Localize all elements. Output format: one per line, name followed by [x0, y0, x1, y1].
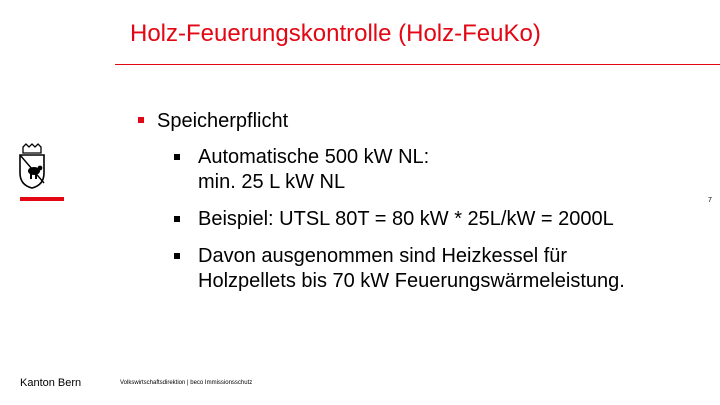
footer-department: Volkswirtschaftsdirektion | beco Immissionsschutz [120, 380, 253, 386]
page-number: 7 [708, 197, 712, 204]
bullet-text: Speicherpflicht [157, 110, 289, 132]
title-rule [115, 64, 720, 65]
sub-bullet-text [198, 244, 625, 294]
sub-bullet-line: Davon ausgenommen sind Heizkessel für [198, 245, 568, 267]
sub-bullet [174, 244, 625, 294]
bern-coat-of-arms-icon [16, 143, 48, 189]
slide-title: Holz-Feuerungskontrolle (Holz-FeuKo) [130, 20, 541, 47]
square-bullet-icon [174, 253, 180, 259]
sub-bullet-text [198, 207, 614, 232]
sub-bullet [174, 207, 614, 232]
square-bullet-icon [174, 154, 180, 160]
accent-bar [20, 197, 64, 201]
sub-bullet-line: Beispiel: UTSL 80T = 80 kW * 25L/kW = 2000L [198, 208, 614, 230]
sub-bullet-line: min. 25 L kW NL [198, 171, 346, 193]
sub-bullet-line: Automatische 500 kW NL: [198, 146, 430, 168]
bullet-heading [138, 109, 288, 133]
sub-bullet [174, 145, 429, 195]
square-bullet-icon [174, 216, 180, 222]
footer-organization: Kanton Bern [20, 377, 82, 389]
square-bullet-icon [138, 117, 144, 123]
sub-bullet-text [198, 145, 429, 195]
sub-bullet-line: Holzpellets bis 70 kW Feuerungswärmeleistung. [198, 270, 625, 292]
